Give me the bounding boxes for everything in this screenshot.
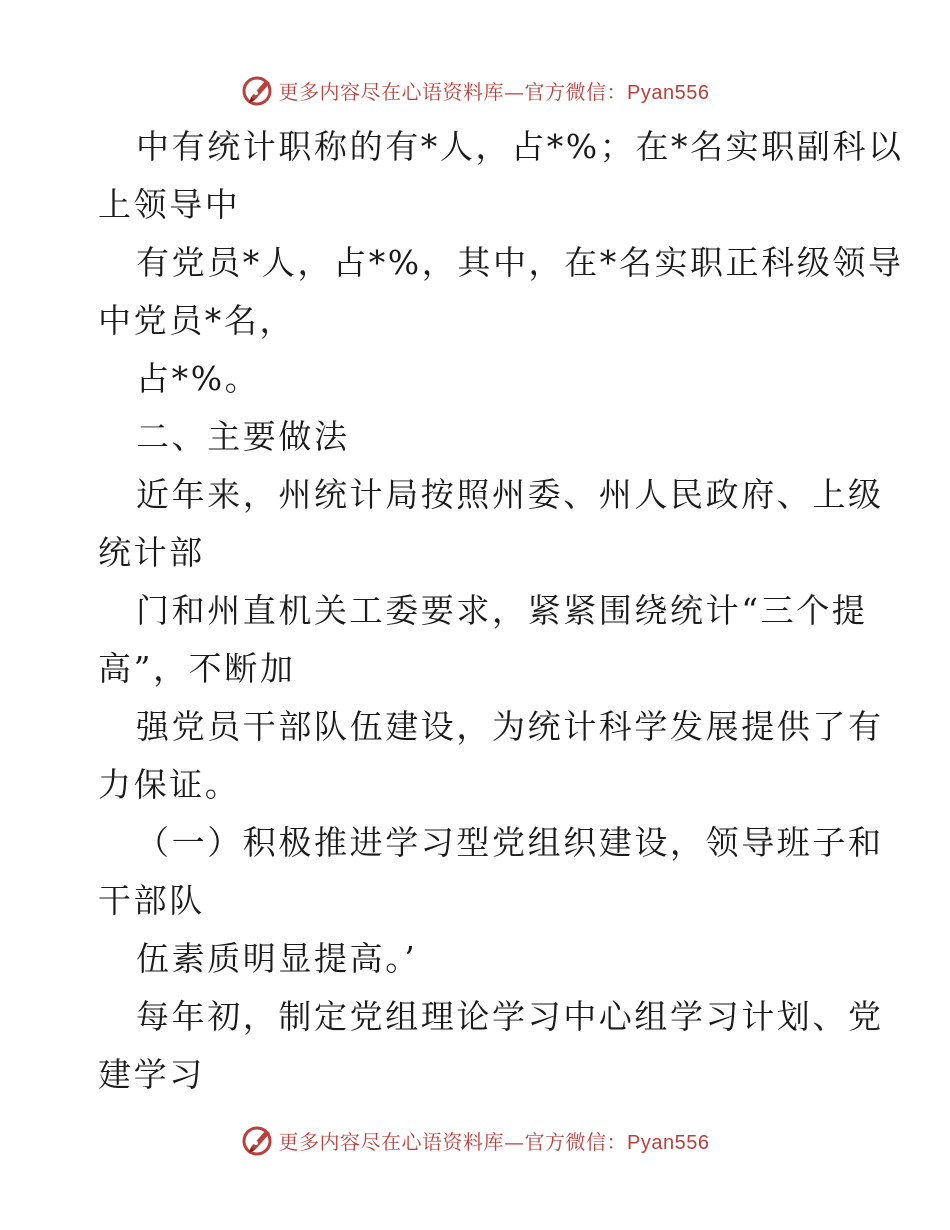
text-line: 统计部 [98, 533, 205, 572]
text-line: 每年初，制定党组理论学习中心组学习计划、党 [136, 997, 884, 1036]
footer-banner [0, 1120, 950, 1160]
text-line: 中党员*名， [98, 301, 296, 340]
banner-text: 更多内容尽在心语资料库—官方微信：Pyan556 [278, 1129, 710, 1154]
text-line: 高”，不断加 [98, 649, 296, 688]
text-line: 伍素质明显提高。’ [136, 939, 418, 978]
text-line: 占*%。 [136, 359, 261, 398]
text-line: 二、主要做法 [136, 417, 350, 456]
pen-seal-logo-icon [241, 1123, 275, 1157]
text-line: 门和州直机关工委要求，紧紧围绕统计“三个提 [136, 591, 868, 630]
text-line: 上领导中 [98, 185, 241, 224]
document-body [98, 118, 904, 1104]
banner-text: 更多内容尽在心语资料库—官方微信：Pyan556 [278, 79, 710, 104]
wechat-id: Pyan556 [627, 81, 710, 104]
pen-seal-logo-icon [241, 73, 275, 107]
text-line: 强党员干部队伍建设，为统计科学发展提供了有 [136, 707, 884, 746]
text-line: 近年来，州统计局按照州委、州人民政府、上级 [136, 475, 884, 514]
text-line: 力保证。 [98, 765, 241, 804]
header-banner [0, 70, 950, 110]
text-line: 建学习 [98, 1055, 205, 1094]
text-line: 中有统计职称的有*人，占*%；在*名实职副科以 [136, 127, 904, 166]
wechat-id: Pyan556 [627, 1131, 710, 1154]
text-line: 有党员*人，占*%，其中，在*名实职正科级领导 [136, 243, 904, 282]
text-line: 干部队 [98, 881, 205, 920]
text-line: （一）积极推进学习型党组织建设，领导班子和 [136, 823, 884, 862]
